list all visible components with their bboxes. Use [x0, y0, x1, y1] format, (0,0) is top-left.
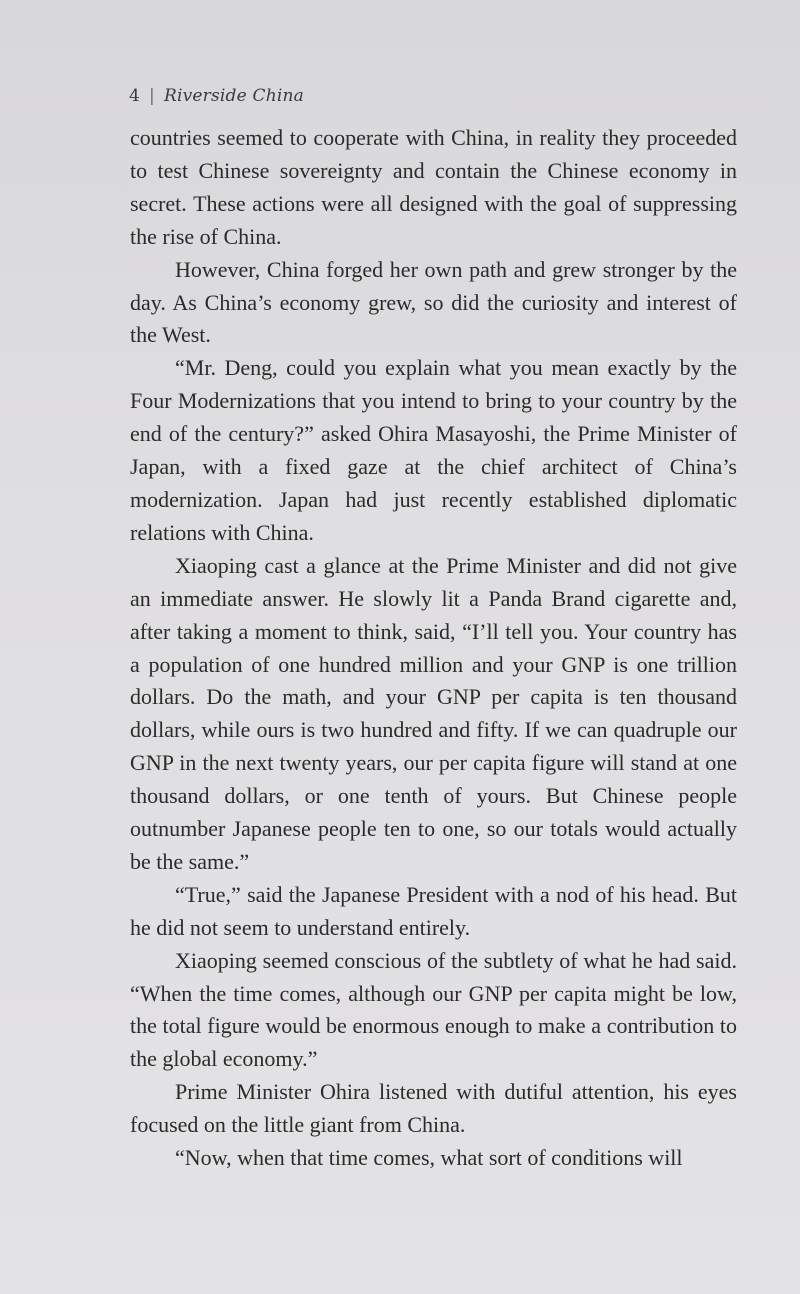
paragraph: “Now, when that time comes, what sort of conditions will	[175, 1145, 683, 1171]
running-head-separator: |	[149, 86, 155, 106]
page-number: 4	[129, 86, 141, 106]
paragraph: Xiaoping seemed conscious of the subtlety of what he had said. “When the time comes, although our GNP per capita might be low, the total figure would be enormous enough to make a contribution to the global economy.”	[130, 947, 737, 1072]
body-text	[130, 122, 737, 1175]
running-head	[129, 86, 304, 106]
paragraph: However, China forged her own path and grew stronger by the day. As China’s economy grew, so did the curiosity and interest of the West.	[130, 256, 737, 348]
book-title: Riverside China	[163, 86, 304, 106]
paragraph-continued: countries seemed to cooperate with China, in reality they proceeded to test Chinese sovereignty and contain the Chinese economy in secret. These actions were all designed with the goal of suppressing the rise of China.	[130, 125, 737, 249]
paragraph: Prime Minister Ohira listened with dutiful attention, his eyes focused on the little giant from China.	[130, 1079, 737, 1138]
paragraph: “True,” said the Japanese President with a nod of his head. But he did not seem to understand entirely.	[130, 881, 737, 940]
paragraph: “Mr. Deng, could you explain what you mean exactly by the Four Modernizations that you intend to bring to your country by the end of the century?” asked Ohira Masayoshi, the Prime Minister of Japan, with a fixed gaze at the chief architect of China’s modernization. Japan had just recently established diplomatic relations with China.	[130, 355, 737, 545]
paragraph: Xiaoping cast a glance at the Prime Minister and did not give an immediate answer. He slowly lit a Panda Brand cigarette and, after taking a moment to think, said, “I’ll tell you. Your country has a population of one hundred million and your GNP is one trillion dollars. Do the math, and your GNP per capita is ten thousand dollars, while ours is two hundred and fifty. If we can quadruple our GNP in the next twenty years, our per capita figure will stand at one thousand dollars, or one tenth of yours. But Chinese people outnumber Japanese people ten to one, so our totals would actually be the same.”	[130, 552, 737, 874]
